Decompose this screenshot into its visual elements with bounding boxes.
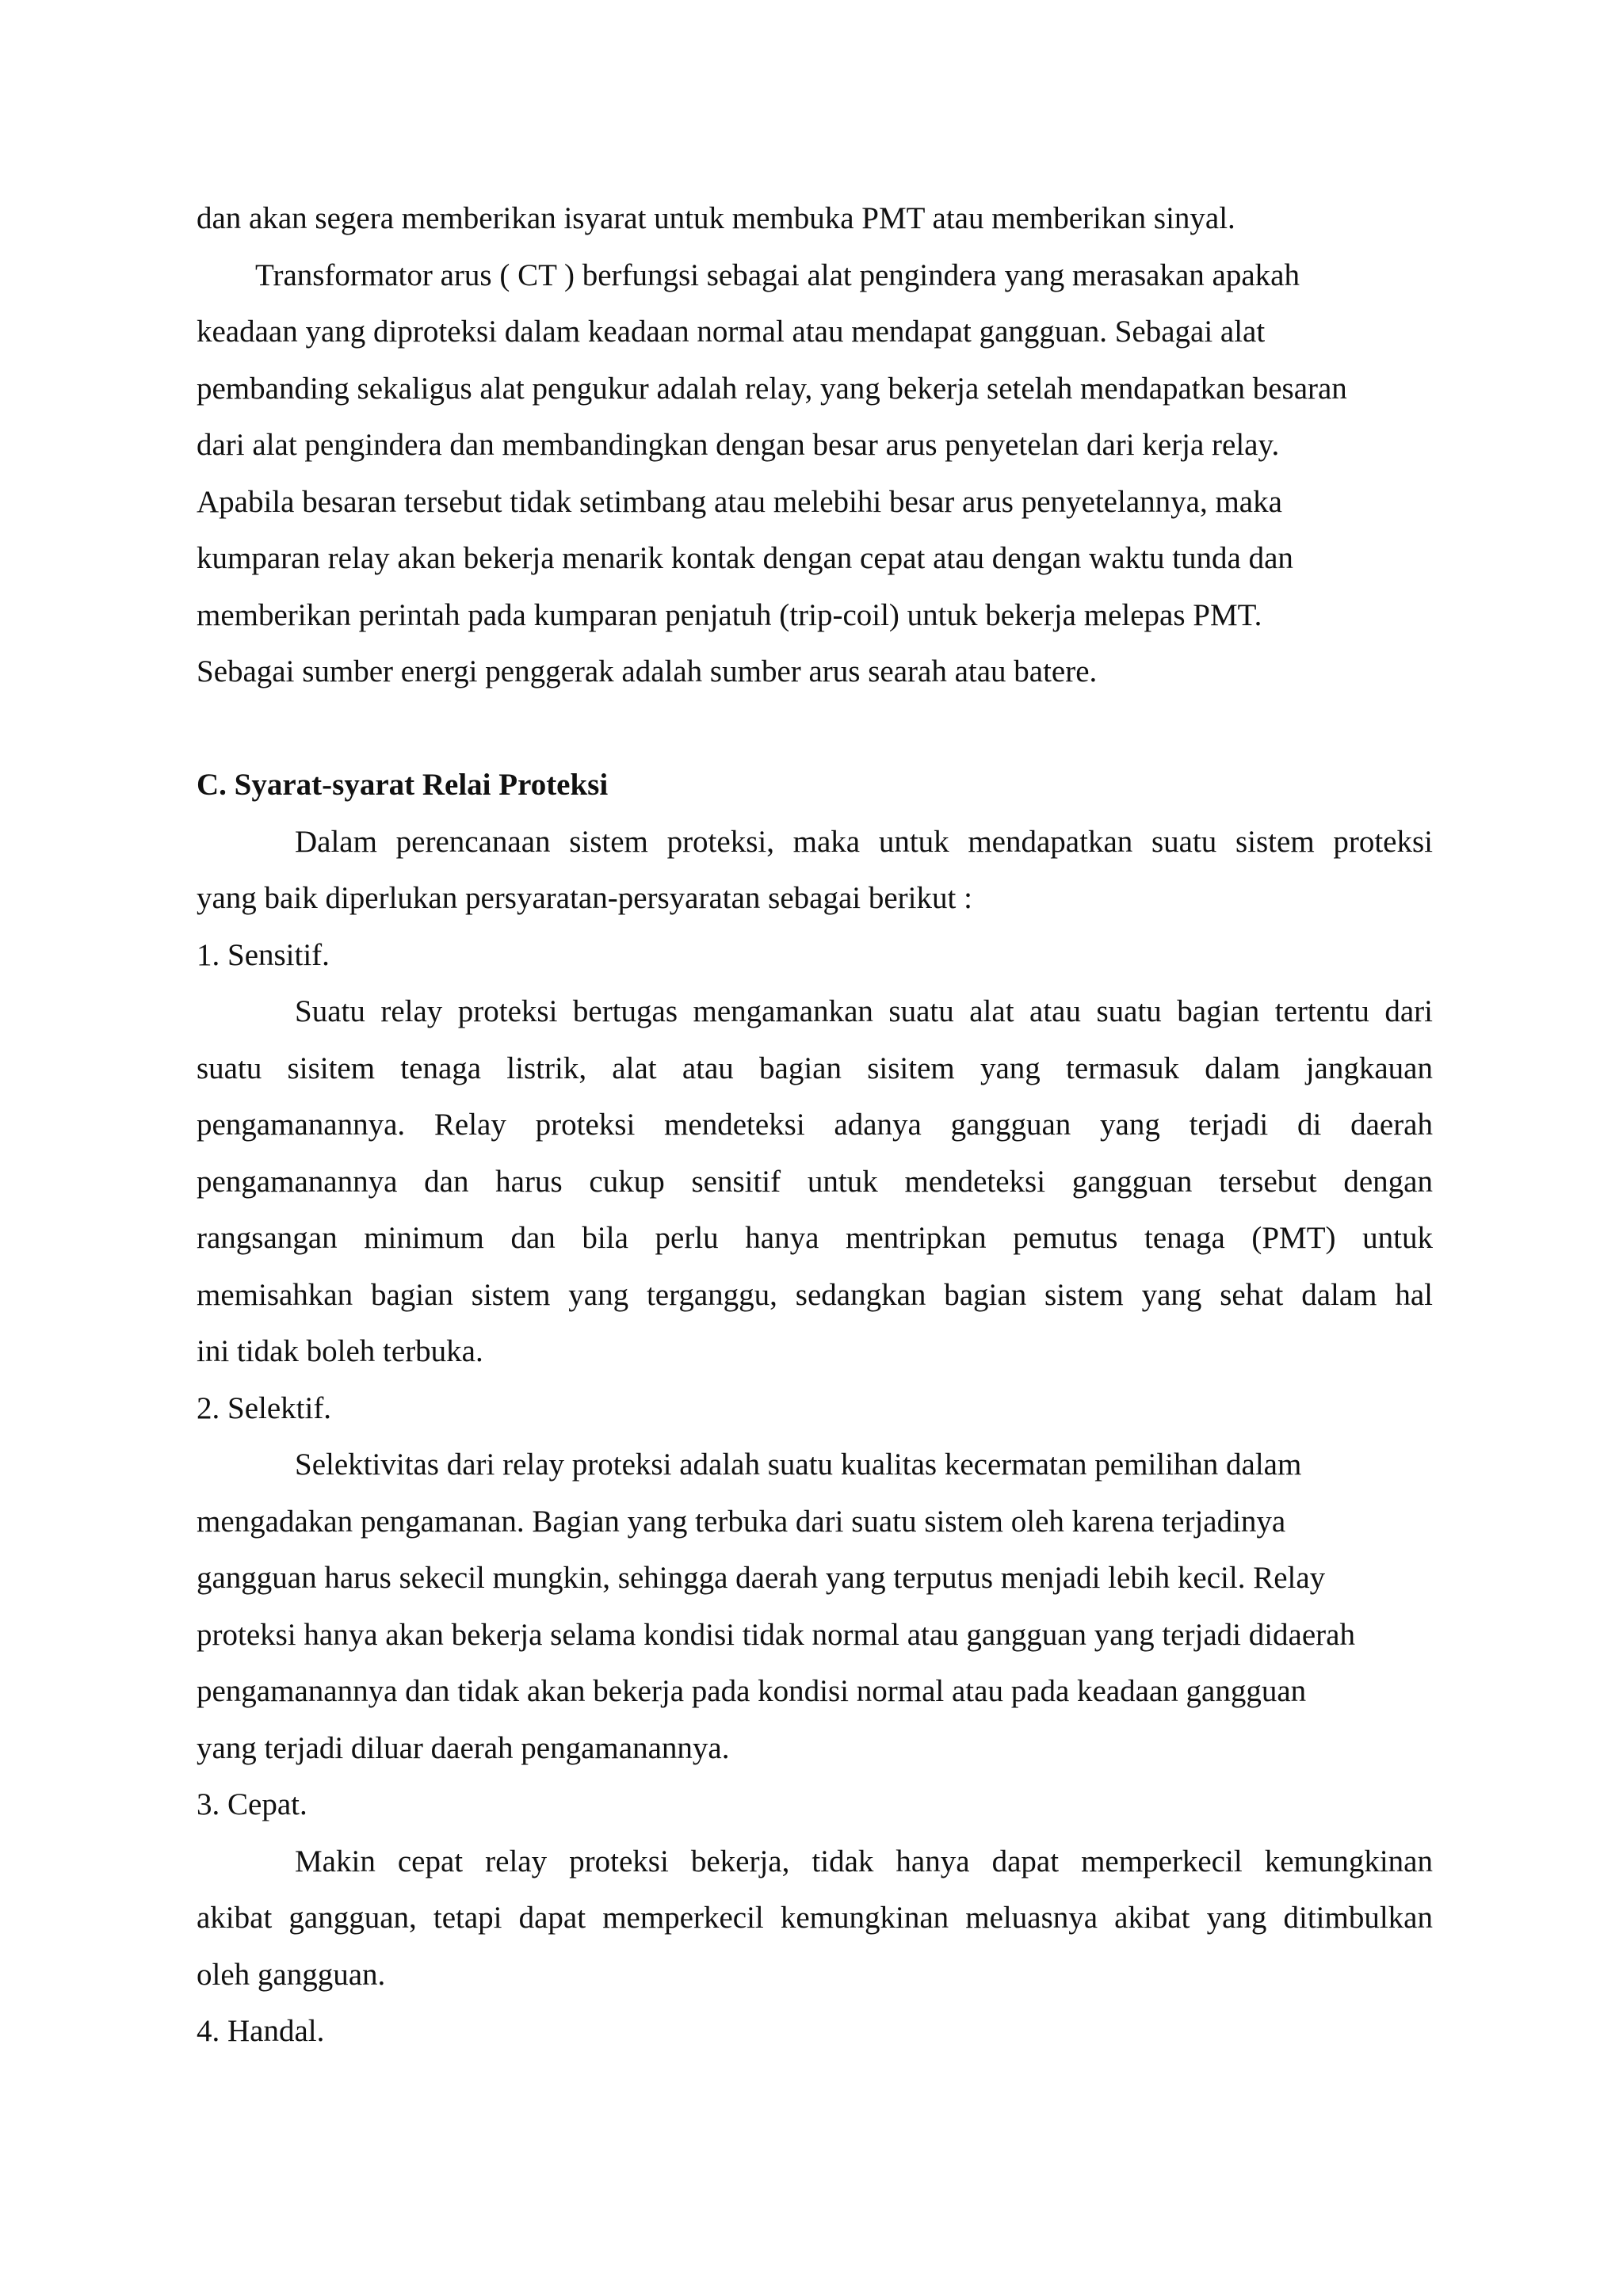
text-line: yang terjadi diluar daerah pengamanannya. bbox=[197, 1730, 730, 1765]
text-line: Suatu relay proteksi bertugas mengamankan suatu alat atau suatu bagian tertentu dari bbox=[295, 994, 1433, 1028]
text-line: gangguan harus sekecil mungkin, sehingga daerah yang terputus menjadi lebih kecil. Relay bbox=[197, 1561, 1326, 1595]
section-heading: C. Syarat-syarat Relai Proteksi bbox=[197, 768, 609, 802]
text-line: pengamanannya dan tidak akan bekerja pada kondisi normal atau pada keadaan gangguan bbox=[197, 1674, 1307, 1708]
list-item-title: 4. Handal. bbox=[197, 2014, 325, 2048]
paragraph-ct bbox=[197, 247, 1433, 700]
text-line: pembanding sekaligus alat pengukur adalah relay, yang bekerja setelah mendapatkan besaran bbox=[197, 371, 1347, 406]
text-line: keadaan yang diproteksi dalam keadaan normal atau mendapat gangguan. Sebagai alat bbox=[197, 315, 1266, 349]
text-line: oleh gangguan. bbox=[197, 1957, 386, 1992]
text-line: akibat gangguan, tetapi dapat memperkecil kemungkinan meluasnya akibat yang ditimbulkan bbox=[197, 1901, 1433, 1935]
text-line: Selektivitas dari relay proteksi adalah suatu kualitas kecermatan pemilihan dalam bbox=[295, 1447, 1302, 1482]
text-line: dan akan segera memberikan isyarat untuk membuka PMT atau memberikan sinyal. bbox=[197, 201, 1235, 235]
text-line: Dalam perencanaan sistem proteksi, maka untuk mendapatkan suatu sistem proteksi bbox=[295, 824, 1433, 859]
text-line: Sebagai sumber energi penggerak adalah sumber arus searah atau batere. bbox=[197, 654, 1098, 688]
paragraph-intro bbox=[197, 190, 1433, 247]
text-line: kumparan relay akan bekerja menarik kontak dengan cepat atau dengan waktu tunda dan bbox=[197, 541, 1293, 575]
text-line: Transformator arus ( CT ) berfungsi sebagai alat pengindera yang merasakan apakah bbox=[255, 257, 1300, 292]
text-line: memisahkan bagian sistem yang terganggu, sedangkan bagian sistem yang sehat dalam hal bbox=[197, 1277, 1433, 1312]
text-line: memberikan perintah pada kumparan penjatuh (trip-coil) untuk bekerja melepas PMT. bbox=[197, 597, 1262, 632]
text-line: suatu sisitem tenaga listrik, alat atau bagian sisitem yang termasuk dalam jangkauan bbox=[197, 1051, 1433, 1085]
text-line: Makin cepat relay proteksi bekerja, tidak hanya dapat memperkecil kemungkinan bbox=[295, 1844, 1433, 1878]
text-line: pengamanannya. Relay proteksi mendeteksi adanya gangguan yang terjadi di daerah bbox=[197, 1108, 1433, 1142]
text-line: mengadakan pengamanan. Bagian yang terbuka dari suatu sistem oleh karena terjadinya bbox=[197, 1504, 1286, 1539]
list-item-title: 2. Selektif. bbox=[197, 1390, 332, 1425]
page-content bbox=[197, 190, 1433, 2060]
text-line: ini tidak boleh terbuka. bbox=[197, 1334, 483, 1368]
text-line: Apabila besaran tersebut tidak setimbang atau melebihi besar arus penyetelannya, maka bbox=[197, 484, 1282, 519]
list-item-title: 3. Cepat. bbox=[197, 1787, 307, 1821]
text-line: rangsangan minimum dan bila perlu hanya mentripkan pemutus tenaga (PMT) untuk bbox=[197, 1221, 1433, 1255]
text-line: pengamanannya dan harus cukup sensitif untuk mendeteksi gangguan tersebut dengan bbox=[197, 1164, 1433, 1199]
text-line: proteksi hanya akan bekerja selama kondisi tidak normal atau gangguan yang terjadi didaerah bbox=[197, 1617, 1355, 1652]
text-line: yang baik diperlukan persyaratan-persyaratan sebagai berikut : bbox=[197, 881, 972, 915]
list-item-paragraph bbox=[197, 1833, 1433, 2004]
list-item-paragraph bbox=[197, 983, 1433, 1380]
text-line: dari alat pengindera dan membandingkan dengan besar arus penyetelan dari kerja relay. bbox=[197, 428, 1280, 462]
list-item-title: 1. Sensitif. bbox=[197, 937, 330, 972]
section-intro-paragraph bbox=[197, 814, 1433, 927]
list-item-paragraph bbox=[197, 1436, 1433, 1776]
